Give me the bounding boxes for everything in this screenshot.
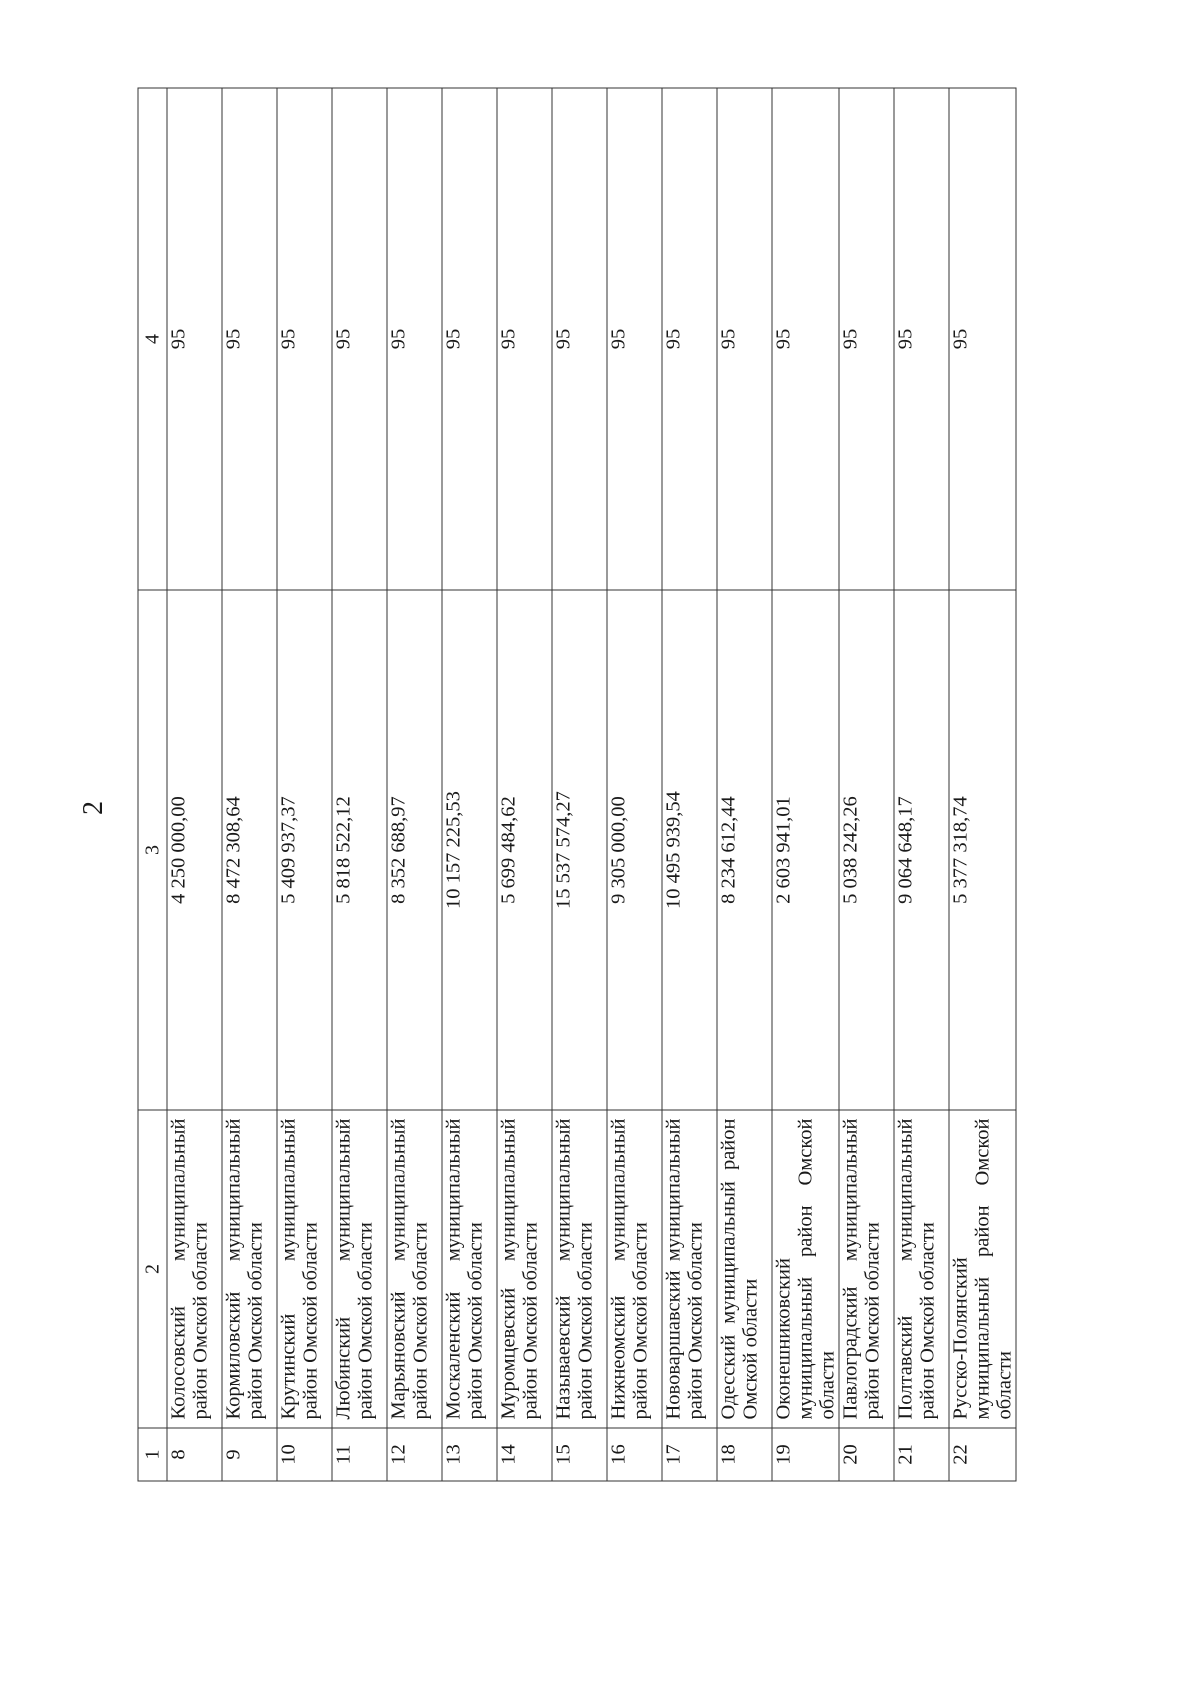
percent-cell: 95 (497, 88, 552, 590)
table-row (607, 88, 662, 1481)
table-row (894, 88, 949, 1481)
amount-cell: 10 495 939,54 (662, 590, 717, 1110)
table-header-row (138, 88, 167, 1481)
district-name: Любинский муниципальный район Омской области (332, 1110, 387, 1428)
district-name: Муромцевский муниципальный район Омской области (497, 1110, 552, 1428)
table-row (552, 88, 607, 1481)
table-row (772, 88, 839, 1481)
subsidy-table (137, 87, 1016, 1481)
row-number: 15 (552, 1428, 607, 1481)
amount-cell: 8 352 688,97 (387, 590, 442, 1110)
district-name: Крутинский муниципальный район Омской области (277, 1110, 332, 1428)
district-name: Полтавский муниципальный район Омской области (894, 1110, 949, 1428)
table-row (222, 88, 277, 1481)
percent-cell: 95 (607, 88, 662, 590)
table-row (277, 88, 332, 1481)
district-name: Русско-Полянский муниципальный район Омской области (949, 1110, 1016, 1428)
table-row (167, 88, 222, 1481)
amount-cell: 5 377 318,74 (949, 590, 1016, 1110)
header-cell-1: 1 (138, 1428, 167, 1481)
district-name: Нововаршавский муниципальный район Омской области (662, 1110, 717, 1428)
row-number: 9 (222, 1428, 277, 1481)
percent-cell: 95 (277, 88, 332, 590)
row-number: 10 (277, 1428, 332, 1481)
district-name: Оконешниковский муниципальный район Омской области (772, 1110, 839, 1428)
district-name: Называевский муниципальный район Омской области (552, 1110, 607, 1428)
header-cell-3: 3 (138, 590, 167, 1110)
district-name: Колосовский муниципальный район Омской области (167, 1110, 222, 1428)
row-number: 11 (332, 1428, 387, 1481)
amount-cell: 5 409 937,37 (277, 590, 332, 1110)
amount-cell: 5 038 242,26 (839, 590, 894, 1110)
district-name: Москаленский муниципальный район Омской области (442, 1110, 497, 1428)
row-number: 12 (387, 1428, 442, 1481)
amount-cell: 10 157 225,53 (442, 590, 497, 1110)
amount-cell: 15 537 574,27 (552, 590, 607, 1110)
amount-cell: 9 064 648,17 (894, 590, 949, 1110)
percent-cell: 95 (772, 88, 839, 590)
district-name: Марьяновский муниципальный район Омской области (387, 1110, 442, 1428)
row-number: 13 (442, 1428, 497, 1481)
page-number: 2 (78, 801, 109, 815)
percent-cell: 95 (894, 88, 949, 590)
percent-cell: 95 (662, 88, 717, 590)
table-container (137, 88, 1061, 1481)
amount-cell: 8 472 308,64 (222, 590, 277, 1110)
percent-cell: 95 (552, 88, 607, 590)
amount-cell: 4 250 000,00 (167, 590, 222, 1110)
row-number: 16 (607, 1428, 662, 1481)
row-number: 8 (167, 1428, 222, 1481)
table-row (717, 88, 772, 1481)
table-row (387, 88, 442, 1481)
district-name: Павлоградский муниципальный район Омской области (839, 1110, 894, 1428)
header-cell-2: 2 (138, 1110, 167, 1428)
district-name: Кормиловский муниципальный район Омской области (222, 1110, 277, 1428)
district-name: Нижнеомский муниципальный район Омской области (607, 1110, 662, 1428)
percent-cell: 95 (167, 88, 222, 590)
amount-cell: 5 699 484,62 (497, 590, 552, 1110)
row-number: 21 (894, 1428, 949, 1481)
percent-cell: 95 (332, 88, 387, 590)
header-cell-4: 4 (138, 88, 167, 590)
percent-cell: 95 (949, 88, 1016, 590)
percent-cell: 95 (442, 88, 497, 590)
percent-cell: 95 (222, 88, 277, 590)
table-row (949, 88, 1016, 1481)
table-row (839, 88, 894, 1481)
table-row (332, 88, 387, 1481)
row-number: 14 (497, 1428, 552, 1481)
row-number: 20 (839, 1428, 894, 1481)
district-name: Одесский муниципальный район Омской области (717, 1110, 772, 1428)
amount-cell: 2 603 941,01 (772, 590, 839, 1110)
table-row (497, 88, 552, 1481)
amount-cell: 8 234 612,44 (717, 590, 772, 1110)
amount-cell: 9 305 000,00 (607, 590, 662, 1110)
amount-cell: 5 818 522,12 (332, 590, 387, 1110)
row-number: 17 (662, 1428, 717, 1481)
row-number: 22 (949, 1428, 1016, 1481)
percent-cell: 95 (717, 88, 772, 590)
percent-cell: 95 (387, 88, 442, 590)
row-number: 18 (717, 1428, 772, 1481)
percent-cell: 95 (839, 88, 894, 590)
table-row (662, 88, 717, 1481)
row-number: 19 (772, 1428, 839, 1481)
table-row (442, 88, 497, 1481)
